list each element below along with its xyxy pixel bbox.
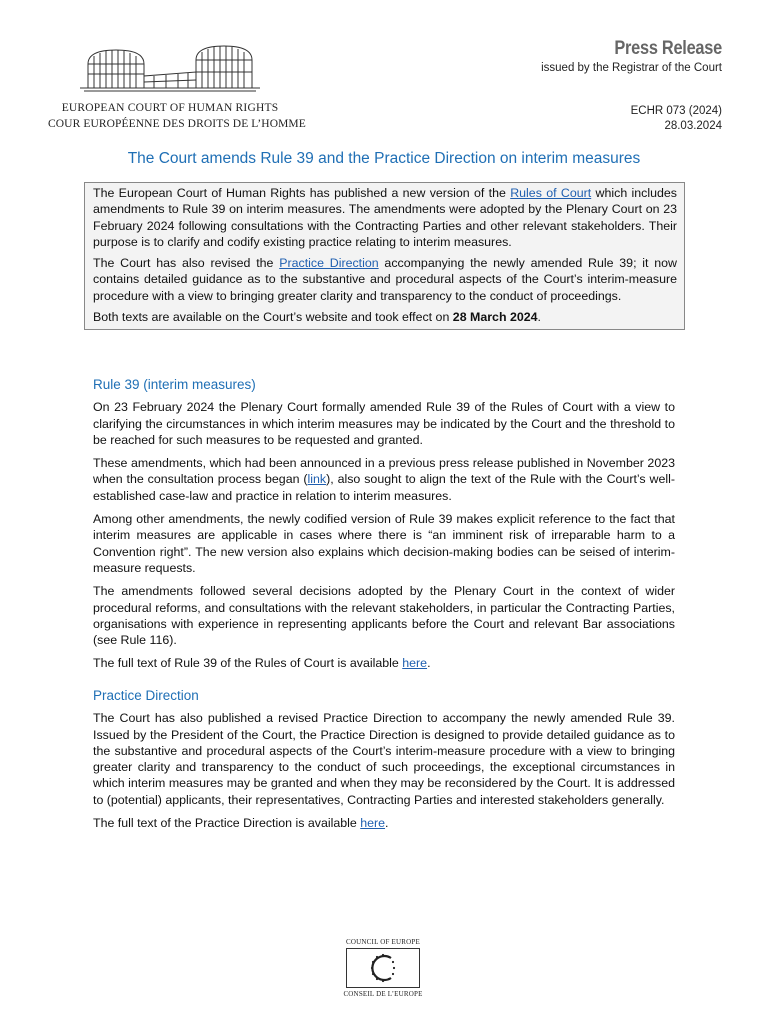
coe-text-en: COUNCIL OF EUROPE: [346, 938, 420, 946]
press-release-header: [541, 38, 722, 74]
press-release-link[interactable]: link: [307, 472, 327, 487]
coe-text-fr: CONSEIL DE L’EUROPE: [343, 990, 423, 998]
reference-number: ECHR 073 (2024): [630, 105, 722, 117]
logo-text-en: EUROPEAN COURT OF HUMAN RIGHTS: [61, 102, 279, 114]
summary-box: [84, 182, 685, 330]
body-paragraph: The full text of the Practice Direction is available here.: [93, 816, 389, 831]
section-heading: Practice Direction: [93, 688, 199, 703]
body-paragraph: The amendments followed several decisions adopted by the Plenary Court in the context of wider procedural reforms, and consultations with the relevant stakeholders, in particular the Contracting Parties, organisations with experience in representing applicants before the Court and relevant Bar associations (see Rule 116).: [93, 584, 675, 648]
body-paragraph: These amendments, which had been announced in a previous press release published in November 2023 when the consultation process began (link), also sought to align the text of the Rule with the Court’s well-established case-law and practice in relation to interim measures.: [93, 456, 675, 503]
rules-of-court-link[interactable]: Rules of Court: [510, 186, 592, 200]
reference-block: [631, 104, 722, 134]
coe-emblem-icon: [347, 949, 419, 987]
logo-text-fr: COUR EUROPÉENNE DES DROITS DE L’HOMME: [48, 118, 306, 130]
section-heading: Rule 39 (interim measures): [93, 377, 256, 392]
council-of-europe-logo: [343, 938, 423, 998]
court-logo: [48, 42, 306, 134]
section-practice-direction: [93, 688, 675, 838]
practice-direction-text-link[interactable]: here: [360, 816, 386, 831]
section-rule-39: [93, 377, 675, 679]
body-paragraph: On 23 February 2024 the Plenary Court formally amended Rule 39 of the Rules of Court with a view to clarifying the circumstances in which interim measures may be indicated by the Court and the threshold to be reached for such measures to be requested and granted.: [93, 400, 675, 447]
body-paragraph: Among other amendments, the newly codified version of Rule 39 makes explicit reference to the fact that interim measures are applicable in cases where there is “an imminent risk of irreparable harm to a Convention right”. The new version also explains which decision-making bodies can be seised of interim-measure requests.: [93, 512, 675, 575]
release-date: 28.03.2024: [664, 120, 722, 132]
practice-direction-link[interactable]: Practice Direction: [279, 256, 379, 271]
body-paragraph: The full text of Rule 39 of the Rules of Court is available here.: [93, 656, 431, 671]
summary-paragraph: Both texts are available on the Court’s website and took effect on 28 March 2024.: [93, 310, 541, 325]
body-paragraph: The Court has also published a revised Practice Direction to accompany the newly amended Rule 39. Issued by the President of the Court, the Practice Direction is designed to provide detailed guidance as to the substantive and procedural aspects of the Court’s interim-measure procedure with a view to bringing greater clarity and transparency to the conduct of such proceedings, the exceptional circumstances in which interim measures may be granted and when they may be reconsidered by the Court. It is addressed to (potential) applicants, their representatives, Contracting Parties and interested stakeholders generally.: [93, 711, 675, 807]
page-title: The Court amends Rule 39 and the Practice Direction on interim measures: [127, 150, 641, 167]
press-release-subtitle: issued by the Registrar of the Court: [541, 62, 722, 74]
rule-39-text-link[interactable]: here: [402, 656, 428, 671]
coe-emblem-box: [346, 948, 420, 988]
press-release-title: Press Release: [614, 38, 722, 59]
court-building-icon: [80, 42, 260, 100]
effective-date: 28 March 2024: [452, 310, 538, 325]
summary-paragraph: The Court has also revised the Practice Direction accompanying the newly amended Rule 39; it now contains detailed guidance as to the substantive and procedural aspects of the Court’s interim-measure procedure with a view to bringing greater clarity and transparency to the conduct of proceedings.: [93, 256, 677, 303]
summary-paragraph: The European Court of Human Rights has published a new version of the Rules of Court which includes amendments to Rule 39 on interim measures. The amendments were adopted by the Plenary Court on 23 February 2024 following consultations with the Contracting Parties and other relevant stakeholders. Their purpose is to clarify and codify existing practice relating to interim measures.: [93, 186, 678, 249]
